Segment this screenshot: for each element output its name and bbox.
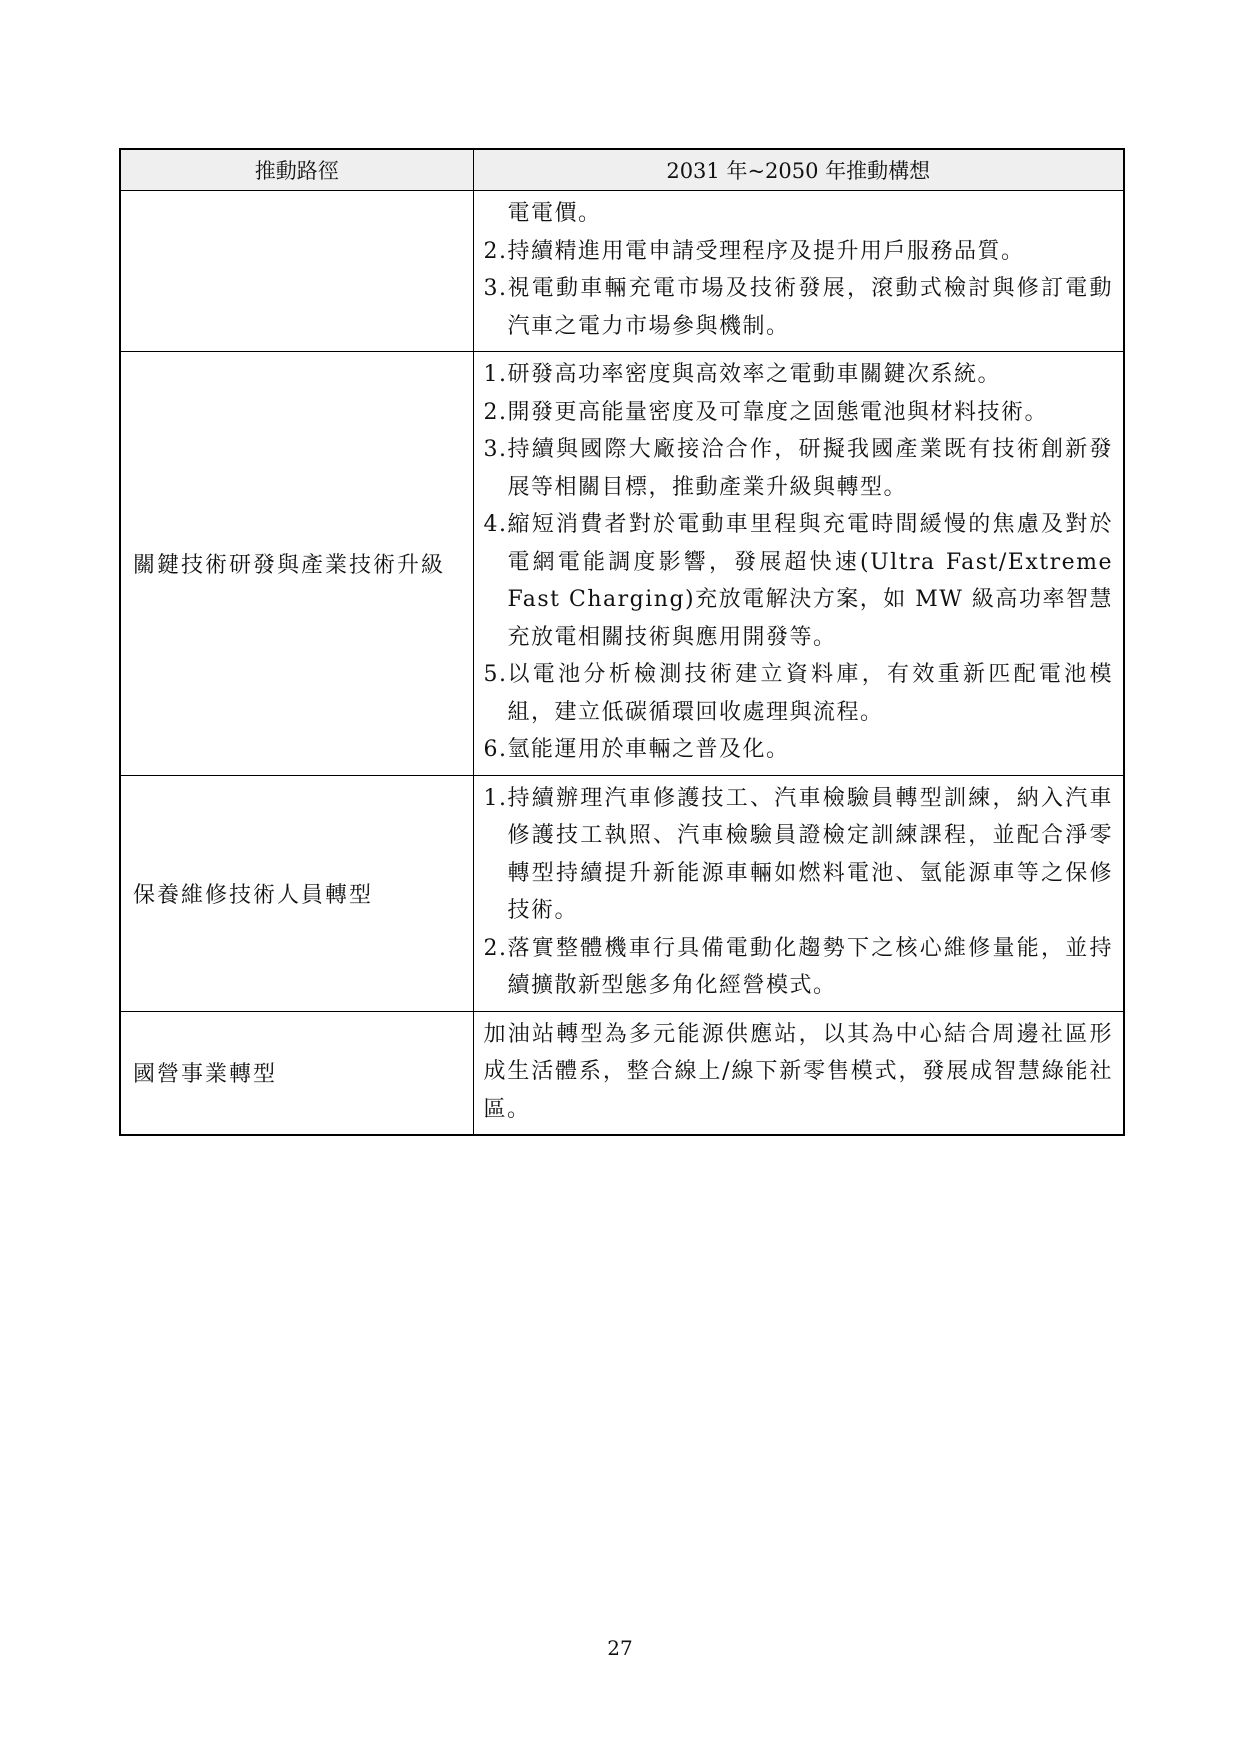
row-content <box>473 1011 1124 1135</box>
list-item <box>484 506 1114 656</box>
continuation-text: 電電價。 <box>507 201 602 226</box>
row-path: 國營事業轉型 <box>120 1011 473 1135</box>
item-text: 視電動車輛充電市場及技術發展，滾動式檢討與修訂電動汽車之電力市場參與機制。 <box>507 276 1113 339</box>
item-number: 6. <box>483 737 508 762</box>
item-number: 1. <box>483 362 508 387</box>
item-text: 持續與國際大廠接洽合作，研擬我國產業既有技術創新發展等相關目標，推動產業升級與轉型。 <box>507 437 1113 500</box>
list-item <box>484 356 1114 394</box>
item-text: 縮短消費者對於電動車里程與充電時間緩慢的焦慮及對於電網電能調度影響，發展超快速(Ultra Fast/Extreme Fast Charging)充放電解決方案，如 MW 級高功率智慧充放電相關技術與應用開發等。 <box>507 512 1113 650</box>
page-number: 27 <box>607 1636 633 1660</box>
item-text: 開發更高能量密度及可靠度之固態電池與材料技術。 <box>507 399 1049 425</box>
row-paragraph: 加油站轉型為多元能源供應站，以其為中心結合周邊社區形成生活體系，整合線上/線下新零售模式，發展成智慧綠能社區。 <box>483 1021 1113 1122</box>
table-row <box>120 191 1124 352</box>
list-item <box>484 780 1114 930</box>
table-row <box>120 1011 1124 1135</box>
list-item <box>484 731 1114 769</box>
table-header-row <box>120 149 1124 191</box>
item-number: 5. <box>483 662 508 687</box>
list-item <box>484 394 1114 432</box>
item-number: 2. <box>483 399 508 425</box>
header-plan: 2031 年~2050 年推動構想 <box>473 149 1124 191</box>
strategy-table <box>119 148 1125 1136</box>
table-row <box>120 352 1124 776</box>
item-list <box>484 356 1114 769</box>
item-number: 3. <box>483 437 508 462</box>
item-number: 4. <box>483 512 508 537</box>
item-text: 持續精進用電申請受理程序及提升用戶服務品質。 <box>507 238 1025 264</box>
item-number: 2. <box>483 238 508 264</box>
list-item <box>484 431 1114 506</box>
item-text: 氫能運用於車輛之普及化。 <box>507 737 790 762</box>
item-text: 研發高功率密度與高效率之電動車關鍵次系統。 <box>507 362 1002 387</box>
row-path: 保養維修技術人員轉型 <box>120 775 473 1011</box>
table-row <box>120 775 1124 1011</box>
list-item <box>484 930 1114 1005</box>
row-path: 關鍵技術研發與產業技術升級 <box>120 352 473 776</box>
item-number: 3. <box>483 276 508 301</box>
header-path: 推動路徑 <box>120 149 473 191</box>
item-number: 2. <box>483 935 508 961</box>
row-content <box>473 775 1124 1011</box>
item-text: 持續辦理汽車修護技工、汽車檢驗員轉型訓練，納入汽車修護技工執照、汽車檢驗員證檢定訓練課程，並配合淨零轉型持續提升新能源車輛如燃料電池、氫能源車等之保修技術。 <box>507 785 1113 923</box>
item-number: 1. <box>483 785 508 811</box>
item-list <box>484 780 1114 1005</box>
row-content <box>473 191 1124 352</box>
list-item <box>484 233 1114 271</box>
item-list <box>484 233 1114 346</box>
list-item <box>484 656 1114 731</box>
list-item <box>484 270 1114 345</box>
item-text: 落實整體機車行具備電動化趨勢下之核心維修量能，並持續擴散新型態多角化經營模式。 <box>507 935 1113 998</box>
row-content <box>473 352 1124 776</box>
row-path <box>120 191 473 352</box>
item-text: 以電池分析檢測技術建立資料庫，有效重新匹配電池模組，建立低碳循環回收處理與流程。 <box>507 662 1113 725</box>
